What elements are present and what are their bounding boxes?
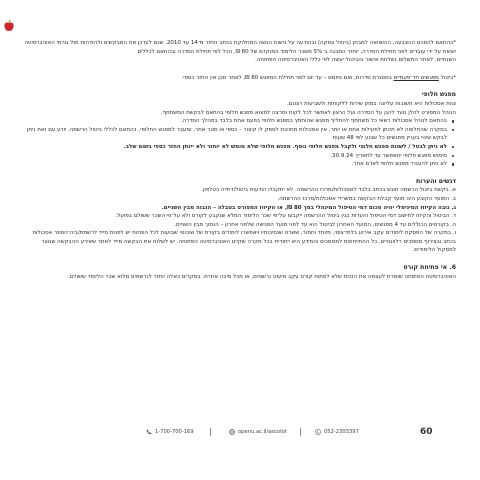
list-item: לא ניתן להעביר מפגש חלופי לאדם אחר. (24, 160, 456, 169)
paragraph-cancellation-terms: *בהתאם להסכם ההצבעה, ההשוואה למבחן (ביטול עסקה) ובהודעה על גישות הגשה המחלוקת בכתב החזר מ־14 עד 2010. שנם לעדכן את המבקשים ולהזדהות מול גורמי האוניברסיטה (24, 40, 456, 46)
note-item: ג. גובה הקיזוז המינימלי יהיה סכום דמי הטיפול המינהלי בסך 80 ₪, או הקיזוז המפורט בטבלה – הגבוה מבין השניים. (161, 204, 456, 211)
paragraph-refund-terms: יוצאת על ידי עובדים לפני תחילת הסדרה, יוחזר המבנה ב־5% משכר הלימוד המוקדם של 80 ₪, הכל לפי תחילת הסדרה ובהתאם לכללים (137, 48, 456, 55)
footer-whatsapp[interactable] (315, 429, 359, 435)
list-item: בהתאם לנוהל אסכולות רשאי כל משתתף להחליף מפגש שהוחמץ במפגש חלופי בפעם אחת בלבד במהלך הסדרה. (24, 117, 456, 126)
footer-phone-label: 052-2303397 (324, 429, 359, 435)
list-item: במקרה שהחלופה לא תינתן לפעילות אחת או יותר, אין אסכולות מחויבת לספק לו קיצור – כספי או סטר אחר, ומעבר למפגש החלופי, בהתאם לכללי ביטול הרשמה. יודע עם זאת ניתן לבקש שינוי בעניין מפגשים כל שבוע לפי 48 שעות (24, 126, 456, 143)
paragraph-single-meeting-cancellation: *ביטול מפגשים חד־פעמיים במסגרת סדרות, ואם סיומם – עד יום לפני תחילת המפגש 80 ₪, לאחר מכן אין החזר כספי. (181, 74, 456, 81)
heading-alternate-meeting: מפגש חלופי (421, 91, 456, 99)
note-item: ב. המועד הקובע הינו מועד קבלת הבקשה במשרדי אסכולות/מרכז ההרשמה. (277, 195, 456, 202)
footer-site-label: openu.ac.il/ascolot (238, 429, 287, 435)
page-content (24, 39, 456, 281)
note-item: ד. הביטול והקיזוז לחישוב דמי הטיפול והערות בגין ביטול ההרשמה ייקבעו על־פי שכר הלימוד המלא שנקבע לקורס ולא על־פי השכר ששולם בפועל. (115, 213, 456, 220)
footer-phone[interactable] (146, 429, 194, 435)
paragraph-course-not-opened: האוניברסיטה הפתוחה שומרת לעצמה את הזכות שלא לפתוח קורס עקב מיעוט נרשמים, או מכל סיבה אחרת. במקרים כאלה יוחזר לנרשמים מלוא שכר הלימוד ששולם. (68, 273, 456, 280)
apple-logo-icon (4, 20, 14, 32)
footer-divider (210, 428, 211, 436)
phone-icon (146, 429, 152, 435)
heading-notes: דגשים והערות (416, 177, 456, 185)
page-number: 60 (420, 427, 433, 437)
note-item: ו. במקרה של הפסקת לימודים עקב אירוע בלתי־צפוי, מיוחד וחמור, ששרט שנסיבותיו ויאפשרו לימודים בקורס של שיבוטי שבועות לכל הפחות יש לפנות מייד לרשמת/ביה־הספר אסכולות בכתב ובצירוף מסמכים רלוונטיים. כל ההתייחסות למסמכים והמידע היא ייחודית בכל מקרה שקיים האוניברסיטה הפתוחה. יש לשלוח את הבקשה מייד לאחר שאירע ההבקשה שנוצר למסקול הלימודים. (32, 230, 456, 254)
whatsapp-icon (315, 429, 321, 435)
list-item: לא ניתן לבטל / לשנות מפגש חלופי ולקבל מפגש חלופי נוסף. מפגש חלופי שלא מומש לא יוחזר ולא יינתן החזר כספי בשום שלב. (24, 143, 456, 152)
page-footer (0, 427, 480, 441)
paragraph-procedure: הנוהל המפורט להלן נועד להגן על הסדרה ועל הרצון לאפשר לכל לקוח ומרצה למצוא מפגש חלופי בהתאם לבקשת המשתתף. (160, 109, 456, 116)
list-item: מימוש מפגש חלופי יתאפשר עד לתאריך 30.9.24. (24, 152, 456, 161)
footer-phone-label: 1-700-700-169 (155, 429, 194, 435)
paragraph-service-priority: צוות אסכולות היא חשובות עליונה במתן שירות ללקוחות ולשביעות רצונם. (286, 100, 456, 107)
footer-divider (300, 428, 301, 436)
paragraph-annual-note: השנתיים. לאחר התשלום נשלחת אישור והביטול יעשה לפי כללי האוניברסיטה הפתוחה. (255, 57, 456, 64)
globe-icon (229, 429, 235, 435)
note-item: א. בקשת ביטול הרשמה תוגש בכתב בלבד לאסכולות/מרכז ההרשמה. לא יתקבלו הודעות ביטול/דחייה בטלפון. (201, 187, 456, 194)
note-item: ה. בקורסים הכוללים עד 4 מפגשים, המועד האחרון לביטול הוא עד לפני מועד הפגישה שלפני אחרון – הנמוך מבין השניים. (174, 221, 456, 228)
footer-website[interactable] (229, 429, 287, 435)
heading-course-not-opened: 6. אי פתיחת קורס (403, 264, 456, 272)
alternate-meeting-rules (24, 117, 456, 169)
